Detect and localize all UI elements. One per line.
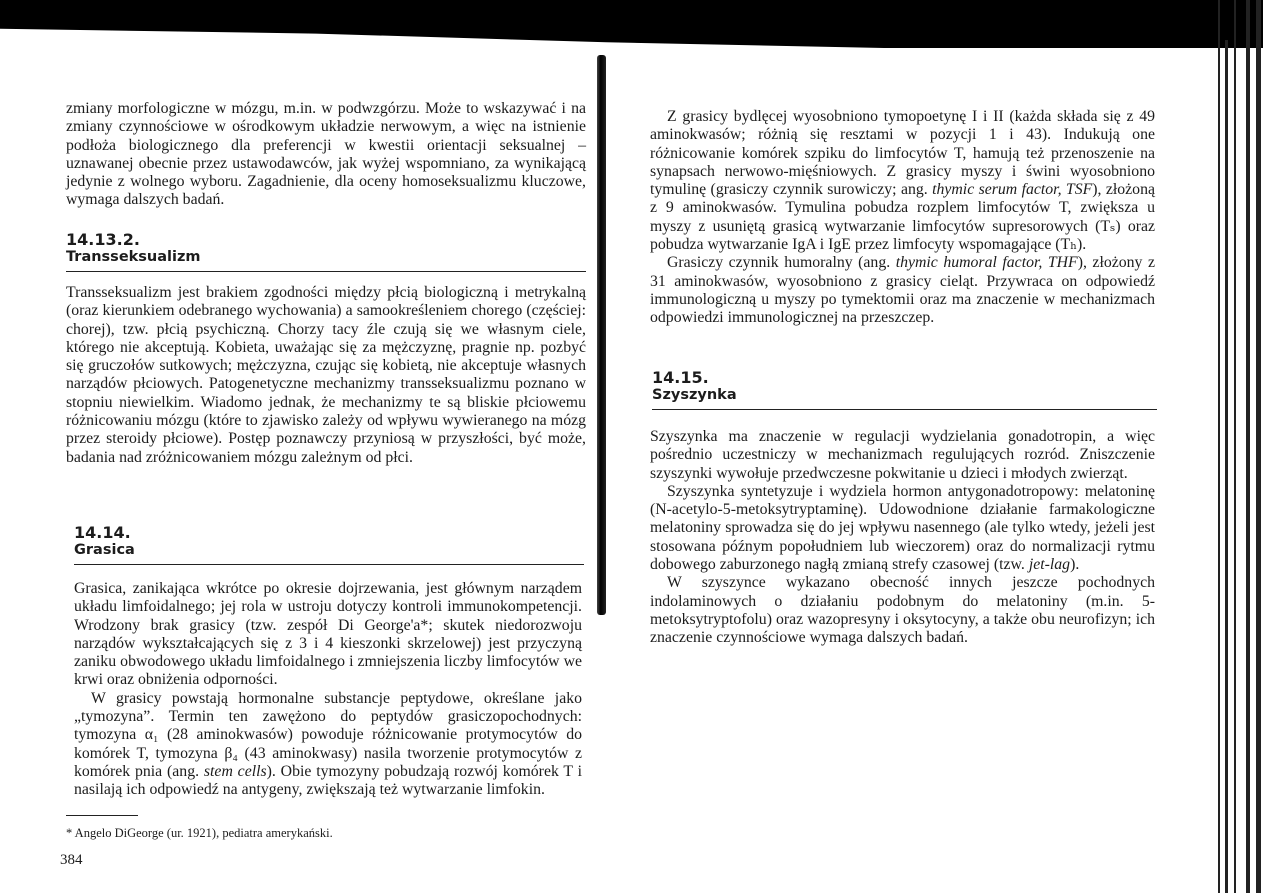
transsexualism-paragraph: Transseksualizm jest brakiem zgodności między płcią biologiczną i metrykalną (oraz kierunkiem odebranego wychowania) a samookreśleniem chorego (częściej: chorej), tzw. płcią psychiczną. Chorzy tacy źle czują się we własnym ciele, którego nie akceptują. Kobieta, uważając się za mężczyznę, pragnie np. pozbyć się gruczołów sutkowych; mężczyzna, czując się kobietą, nie akceptuje własnych narządów płciowych. Patogenetyczne mechanizmy transseksualizmu poznano w stopniu niewielkim. Wiadomo jednak, że mechanizmy te są bliskie płciowemu różnicowaniu mózgu (które to zjawisko zależy od wpływu wywieranego na mózg przez steroidy płciowe). Postęp poznawczy przyniosą w przyszłości, być może, badania nad zróżnicowaniem mózgu zależnym od płci.	[66, 284, 586, 466]
left-page	[60, 0, 586, 893]
section-number: 14.15.	[652, 368, 709, 387]
thymus-paragraph-1: Grasica, zanikająca wkrótce po okresie dojrzewania, jest głównym narządem układu limfoidalnego; jej rola w ustroju dotyczy kontroli immunokompetencji. Wrodzony brak grasicy (tzw. zespół Di George'a*; skutek niedorozwoju narządów wykształcających się z 3 i 4 kieszonki skrzelowej) jest przyczyną zaniku obwodowego układu limfoidalnego i zmniejszenia liczby limfocytów we krwi oraz obniżenia odporności.	[74, 580, 582, 689]
right-page	[650, 0, 1155, 893]
page-number: 384	[60, 852, 83, 868]
book-spine-shadow	[597, 55, 606, 615]
section-number: 14.14.	[74, 523, 131, 542]
footnote: * Angelo DiGeorge (ur. 1921), pediatra amerykański.	[66, 826, 333, 840]
section-title: Transseksualizm	[66, 249, 201, 265]
section-title: Szyszynka	[652, 387, 737, 403]
footnote-rule	[66, 815, 138, 816]
thymus-paragraph-2: W grasicy powstają hormonalne substancje peptydowe, określane jako „tymozyna”. Termin ten zawężono do peptydów grasiczopochodnych: tymozyna α₁ (28 aminokwasów) powoduje różnicowanie protymocytów do komórek T, tymozyna β₄ (43 aminokwasy) nasila tworzenie protymocytów z komórek pnia (ang. stem cells). Obie tymozyny pobudzają rozwój komórek T i nasilają ich odpowiedź na antygeny, zwiększają też wytwarzanie limfokin.	[74, 689, 582, 799]
section-rule	[652, 409, 1157, 410]
intro-paragraph: zmiany morfologiczne w mózgu, m.in. w podwzgórzu. Może to wskazywać i na zmiany czynnościowe w ośrodkowym układzie nerwowym, a więc na istnienie podłoża biologicznego dla preferencji w kwestii orientacji seksualnej – uznawanej obecnie przez ustawodawców, jak wyżej wspomniano, za wynikającą jedynie z wolnego wyboru. Zagadnienie, dla oceny homoseksualizmu kluczowe, wymaga dalszych badań.	[66, 100, 586, 209]
section-title: Grasica	[74, 542, 135, 558]
section-rule	[66, 271, 586, 272]
pineal-paragraph-2: Szyszynka syntetyzuje i wydziela hormon antygonadotropowy: melatoninę (N-acetylo-5-metoksytryptaminę). Udowodnione działanie farmakologiczne melatoniny sprowadza się do jej wpływu nasennego (ale tylko wtedy, jeżeli jest stosowana późnym popołudniem lub wieczorem) oraz do normalizacji rytmu dobowego zaburzonego nagłą zmianą strefy czasowej (tzw. jet-lag).	[650, 482, 1155, 574]
thf-paragraph: Grasiczy czynnik humoralny (ang. thymic humoral factor, THF), złożony z 31 aminokwasów, wyosobniono z grasicy cieląt. Przywraca on odpowiedź immunologiczną u myszy po tymektomii oraz ma znaczenie w mechanizmach odpowiedzi immunologicznej na przeszczep.	[650, 254, 1155, 327]
pineal-paragraph-3: W szyszynce wykazano obecność innych jeszcze pochodnych indolaminowych o działaniu podobnym do melatoniny (m.in. 5-metoksytryptofolu) oraz wazopresyny i oksytocyny, a także obu neurofizyn; ich znaczenie czynnościowe wymaga dalszych badań.	[650, 574, 1155, 647]
scan-right-edge	[1212, 0, 1263, 893]
pineal-paragraph-1: Szyszynka ma znaczenie w regulacji wydzielania gonadotropin, a więc pośrednio uczestniczy w mechanizmach regulujących rozród. Zniszczenie szyszynki wywołuje przedwczesne pokwitanie u dzieci i młodych zwierząt.	[650, 428, 1155, 482]
section-number: 14.13.2.	[66, 230, 140, 249]
section-rule	[74, 564, 584, 565]
thymus-hormones-paragraph: Z grasicy bydlęcej wyosobniono tymopoetynę I i II (każda składa się z 49 aminokwasów; różnią się resztami w pozycji 1 i 43). Indukują one różnicowanie komórek szpiku do limfocytów T, hamują też przenoszenie na synapsach nerwowo-mięśniowych. Z grasicy myszy i świni wyosobniono tymulinę (grasiczy czynnik surowiczy; ang. thymic serum factor, TSF), złożoną z 9 aminokwasów. Tymulina pobudza rozplem limfocytów T, zwiększa u myszy z usuniętą grasicą wytwarzanie limfocytów supresorowych (Tₛ) oraz pobudza wytwarzanie IgA i IgE przez limfocyty wspomagające (Tₕ).	[650, 108, 1155, 254]
